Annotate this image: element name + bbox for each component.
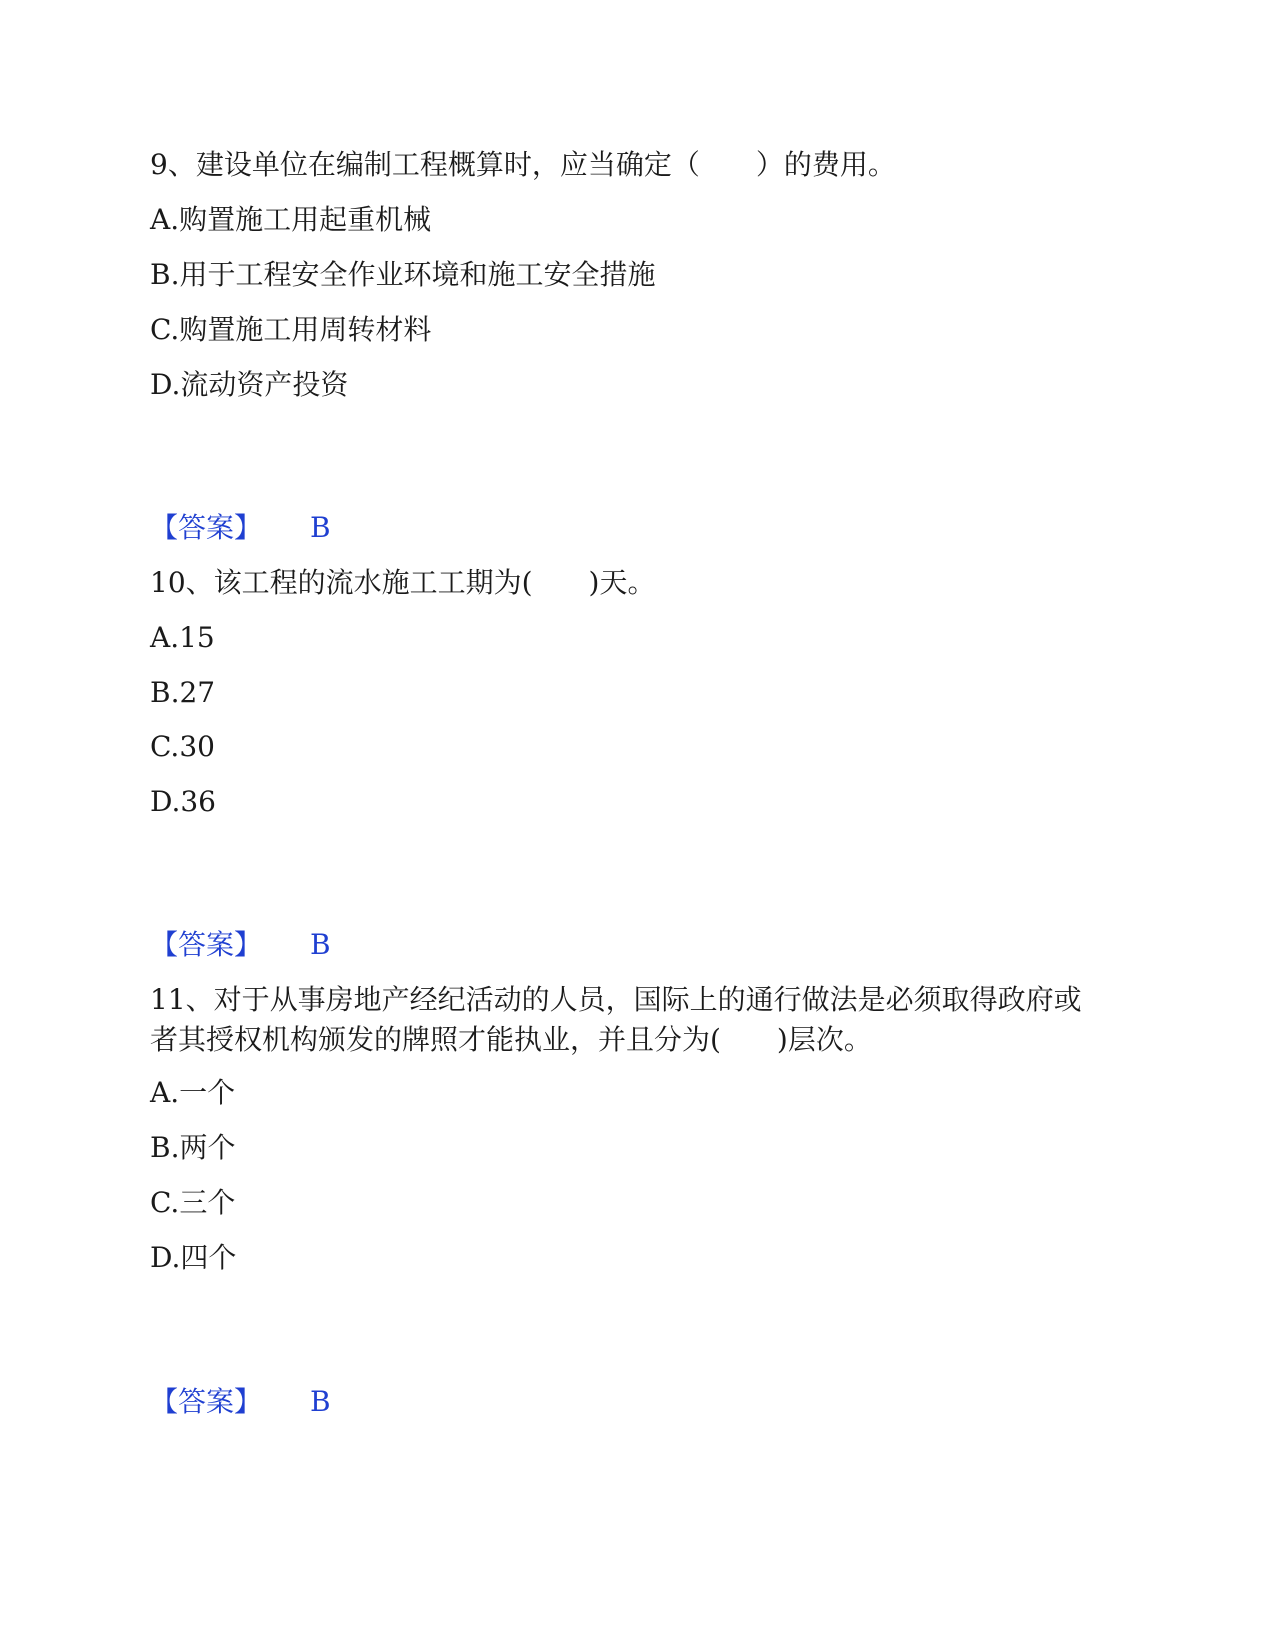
answer-label: 【答案】 [150, 928, 263, 961]
option-c: C.购置施工用周转材料 [150, 313, 432, 346]
answer-row [150, 508, 331, 548]
question-stem-line-1: 11、对于从事房地产经纪活动的人员，国际上的通行做法是必须取得政府或 [150, 983, 1082, 1016]
question-stem: 10、该工程的流水施工工期为( )天。 [150, 566, 656, 599]
answer-label: 【答案】 [150, 1385, 263, 1418]
question-stem: 9、建设单位在编制工程概算时，应当确定（ ）的费用。 [150, 148, 896, 181]
answer-label: 【答案】 [150, 511, 263, 544]
option-c: C.三个 [150, 1186, 236, 1219]
option-b: B.两个 [150, 1131, 236, 1164]
answer-value: B [310, 511, 331, 544]
answer-row [150, 925, 331, 965]
option-d: D.36 [150, 785, 216, 818]
option-b: B.用于工程安全作业环境和施工安全措施 [150, 258, 656, 291]
option-b: B.27 [150, 676, 216, 709]
question-stem-line-2: 者其授权机构颁发的牌照才能执业，并且分为( )层次。 [150, 1023, 872, 1056]
option-a: A.一个 [150, 1076, 236, 1109]
option-a: A.15 [150, 621, 215, 654]
answer-value: B [310, 928, 331, 961]
answer-value: B [310, 1385, 331, 1418]
option-d: D.四个 [150, 1241, 237, 1274]
answer-row [150, 1382, 331, 1422]
option-a: A.购置施工用起重机械 [150, 203, 432, 236]
option-d: D.流动资产投资 [150, 368, 349, 401]
option-c: C.30 [150, 730, 215, 763]
